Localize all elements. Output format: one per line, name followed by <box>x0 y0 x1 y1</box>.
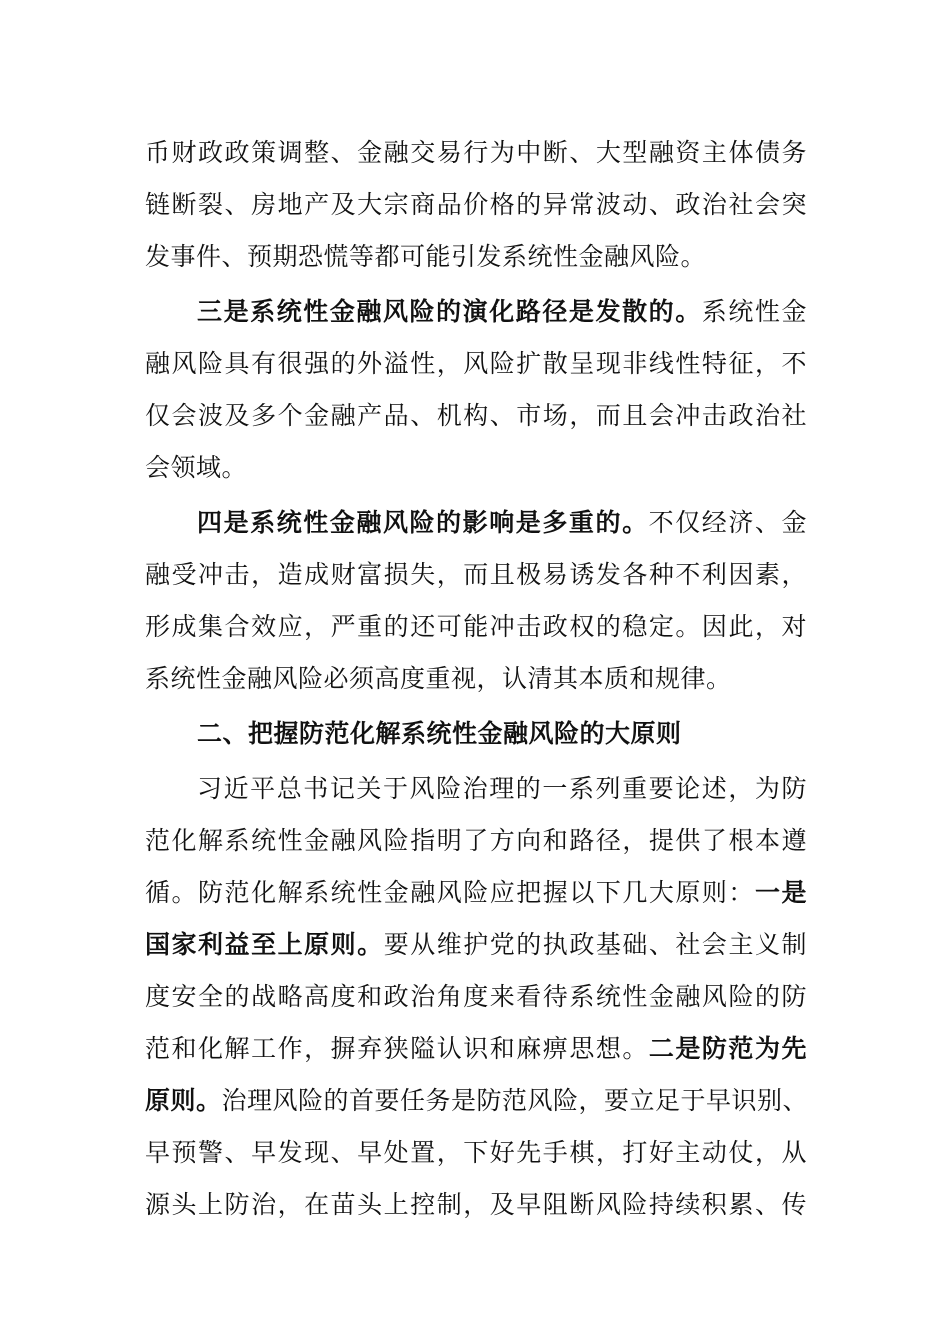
text-line <box>145 867 807 919</box>
text-line <box>145 815 807 867</box>
bold-text-run: 四是系统性金融风险的影响是多重的。 <box>197 508 649 537</box>
text-line <box>145 286 807 338</box>
text-run: 要从维护党的执政基础、社会主义制 <box>383 930 807 959</box>
text-line <box>145 231 807 283</box>
text-run: 习近平总书记关于风险治理的一系列重要论述，为防 <box>197 774 807 803</box>
text-run: 循。防范化解系统性金融风险应把握以下几大原则： <box>145 878 755 907</box>
text-run: 仅会波及多个金融产品、机构、市场，而且会冲击政治社 <box>145 401 807 430</box>
paragraph <box>145 763 807 1231</box>
text-run: 链断裂、房地产及大宗商品价格的异常波动、政治社会突 <box>145 190 807 219</box>
bold-text-run: 二是防范为先 <box>648 1034 807 1063</box>
text-line <box>145 390 807 442</box>
text-line <box>145 127 807 179</box>
text-run: 币财政政策调整、金融交易行为中断、大型融资主体债务 <box>145 138 807 167</box>
paragraph <box>145 708 807 760</box>
bold-text-run: 国家利益至上原则。 <box>145 930 384 959</box>
text-run: 不仅经济、金 <box>648 508 807 537</box>
text-run: 范化解系统性金融风险指明了方向和路径，提供了根本遵 <box>145 826 807 855</box>
text-run: 源头上防治，在苗头上控制，及早阻断风险持续积累、传 <box>145 1190 807 1219</box>
text-run: 范和化解工作，摒弃狭隘认识和麻痹思想。 <box>145 1034 649 1063</box>
text-run: 形成集合效应，严重的还可能冲击政权的稳定。因此，对 <box>145 612 807 641</box>
bold-text-run: 二、把握防范化解系统性金融风险的大原则 <box>197 719 682 748</box>
text-line <box>145 1023 807 1075</box>
text-run: 早预警、早发现、早处置，下好先手棋，打好主动仗，从 <box>145 1138 807 1167</box>
text-run: 度安全的战略高度和政治角度来看待系统性金融风险的防 <box>145 982 807 1011</box>
text-run: 会领域。 <box>145 453 248 482</box>
text-run: 融风险具有很强的外溢性，风险扩散呈现非线性特征，不 <box>145 349 807 378</box>
document-body <box>145 127 807 1231</box>
paragraph <box>145 286 807 494</box>
text-line <box>145 971 807 1023</box>
text-line <box>145 338 807 390</box>
paragraph <box>145 497 807 705</box>
text-run: 融受冲击，造成财富损失，而且极易诱发各种不利因素， <box>145 560 807 589</box>
text-line <box>145 653 807 705</box>
text-run: 系统性金 <box>701 297 807 326</box>
text-line <box>145 497 807 549</box>
text-run: 发事件、预期恐慌等都可能引发系统性金融风险。 <box>145 242 707 271</box>
text-line <box>145 763 807 815</box>
text-line <box>145 442 807 494</box>
text-line <box>145 919 807 971</box>
paragraph <box>145 127 807 283</box>
text-line <box>145 601 807 653</box>
text-line <box>145 1179 807 1231</box>
text-run: 系统性金融风险必须高度重视，认清其本质和规律。 <box>145 664 732 693</box>
bold-text-run: 原则。 <box>145 1086 222 1115</box>
text-line <box>145 1127 807 1179</box>
text-run: 治理风险的首要任务是防范风险，要立足于早识别、 <box>221 1086 809 1115</box>
text-line <box>145 179 807 231</box>
text-line <box>145 708 807 760</box>
bold-text-run: 一是 <box>754 878 807 907</box>
text-line <box>145 549 807 601</box>
bold-text-run: 三是系统性金融风险的演化路径是发散的。 <box>197 297 702 326</box>
text-line <box>145 1075 807 1127</box>
